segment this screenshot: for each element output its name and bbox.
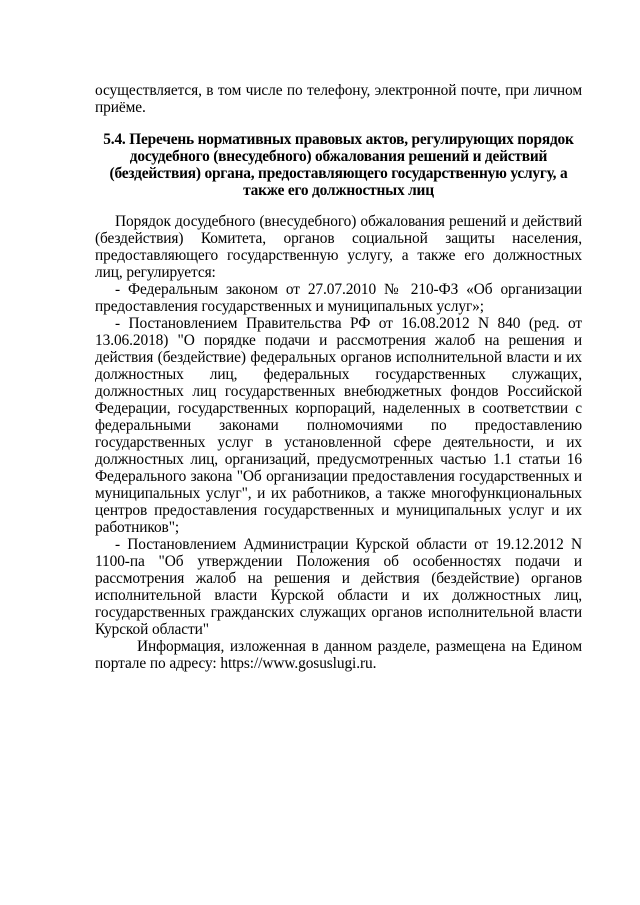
list-item-federal-law: - Федеральным законом от 27.07.2010 № 210-ФЗ «Об организации предоставления государственных и муниципальных услуг»; [95, 281, 582, 315]
page-content [95, 82, 582, 672]
intro-paragraph: Порядок досудебного (внесудебного) обжалования решений и действий (бездействия) Комитета, органов социальной защиты населения, предоставляющего государственную услугу, а также его должностных лиц, регулируется: [95, 213, 582, 281]
list-item-kursk-resolution: - Постановлением Администрации Курской области от 19.12.2012 N 1100-па "Об утверждении Положения об особенностях подачи и рассмотрения жалоб на решения и действия (бездействие) органов исполнительной власти Курской области и их должностных лиц, государственных гражданских служащих органов исполнительной власти Курской области" [95, 536, 582, 638]
continuation-paragraph: осуществляется, в том числе по телефону, электронной почте, при личном приёме. [95, 82, 582, 116]
section-heading: 5.4. Перечень нормативных правовых актов, регулирующих порядок досудебного (внесудебного) обжалования решений и действий (бездействия) органа, предоставляющего государственную услугу, а также его должностных лиц [103, 131, 574, 199]
final-paragraph: Информация, изложенная в данном разделе, размещена на Едином портале по адресу: https://www.gosuslugi.ru. [95, 638, 582, 672]
list-item-government-resolution: - Постановлением Правительства РФ от 16.08.2012 N 840 (ред. от 13.06.2018) "О порядке подачи и рассмотрения жалоб на решения и действия (бездействие) федеральных органов исполнительной власти и их должностных лиц, федеральных государственных служащих, должностных лиц государственных внебюджетных фондов Российской Федерации, государственных корпораций, наделенных в соответствии с федеральными законами полномочиями по предоставлению государственных услуг в установленной сфере деятельности, и их должностных лиц, организаций, предусмотренных частью 1.1 статьи 16 Федерального закона "Об организации предоставления государственных и муниципальных услуг", и их работников, а также многофункциональных центров предоставления государственных и муниципальных услуг и их работников"; [95, 315, 582, 536]
